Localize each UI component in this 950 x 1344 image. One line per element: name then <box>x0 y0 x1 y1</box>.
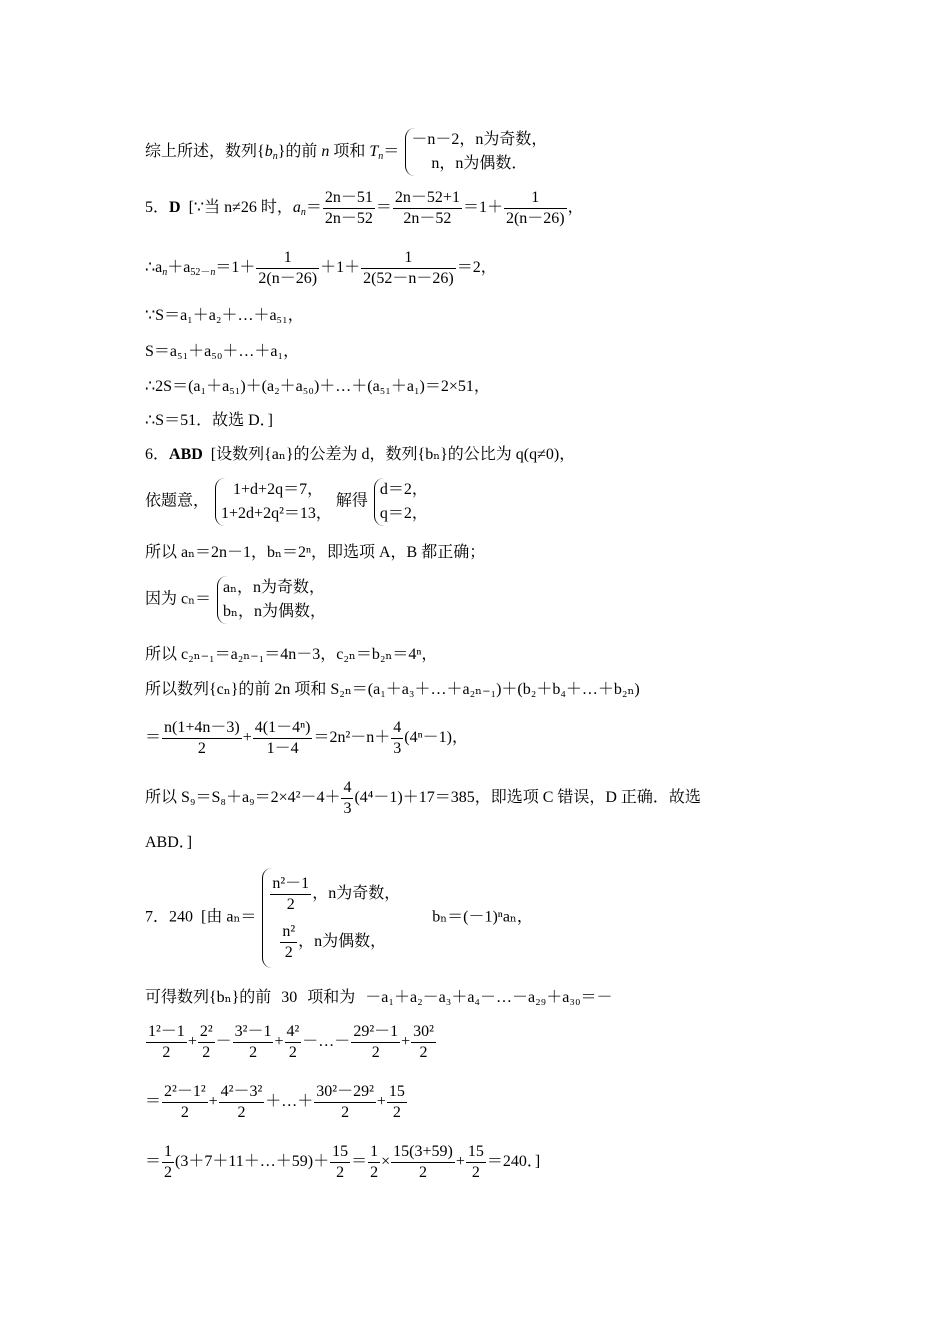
summary-text: 综上所述，数列$\{b_n\}$的前 n 项和 $T_n=$ <box>145 142 400 162</box>
piecewise-brace <box>405 128 547 176</box>
fraction: $\frac{2n-51}{2n-52}$ <box>324 189 373 227</box>
q6-system-line: 依题意， 1+d+2q＝7， 1+2d+2q²＝13， 解得 d＝2， q＝2， <box>145 478 428 526</box>
q6-line7: ＝ $\frac{n(1+4n-3)}{2}$ + $\frac{\text{4(1－4ⁿ)}}{1-4}$ ＝2n²－n＋ $\frac{4}{3}$ (4ⁿ－1)， <box>145 719 468 757</box>
fraction: $\frac{1}{2(n-26)}$ <box>258 249 318 287</box>
q7-line5: ＝ $\frac{1}{2}$ (3＋7＋11＋…＋59)＋ $\frac{15}{2}$ ＝ $\frac{1}{2}$ × $\frac{15(3+59)}{2}$ + $\frac{15}{2}$ ＝240．] <box>145 1143 541 1181</box>
fraction: $\frac{15}{2}$ <box>332 1143 349 1181</box>
q6-line6: 所以数列{cₙ}的前 2n 项和 S₂ₙ＝(a₁＋a₃＋…＋a₂ₙ₋₁)＋(b₂＋b₄＋…＋b₂ₙ) <box>145 681 640 698</box>
fraction: $\frac{\text{4(1－4ⁿ)}}{1-4}$ <box>254 719 311 757</box>
q5-line4: S＝a₅₁＋a₅₀＋…＋a₁， <box>145 343 300 360</box>
fraction: $\frac{\text{4²}}{2}$ <box>286 1023 300 1061</box>
q7-line2: 可得数列{bₙ}的前 30 项和为 －a₁＋a₂－a₃＋a₄－…－a₂₉＋a₃₀＝－ <box>145 989 613 1006</box>
q5-line5: ∴2S＝(a₁＋a₅₁)＋(a₂＋a₅₀)＋…＋(a₅₁＋a₁)＝2×51， <box>145 378 490 395</box>
case-even: n，n为偶数． <box>431 155 528 172</box>
fraction: $\frac{4}{3}$ <box>343 779 352 817</box>
summary-line <box>145 128 547 176</box>
fraction: $\frac{\text{1²－1}}{2}$ <box>148 1023 185 1061</box>
cn-brace: aₙ，n为奇数， bₙ，n为偶数， <box>217 576 326 624</box>
q6-line9: ABD．] <box>145 834 193 851</box>
fraction: $\frac{\text{2²－1²}}{2}$ <box>164 1083 206 1121</box>
q7-line4: ＝ $\frac{\text{2²－1²}}{2}$ + $\frac{\text{4²－3²}}{2}$ ＋…＋ $\frac{\text{30²－29²}}{2}$ + $\frac{15}{2}$ <box>145 1083 405 1121</box>
an-brace: $\frac{\text{n²－1}}{2}$ ，n为奇数， $\frac{\text{n²}}{2}$ ，n为偶数， <box>262 868 400 968</box>
q5-line2: $\therefore a_n+a_{52-n}=1+$ $\frac{1}{2(n-26)}$ ＋1＋ $\frac{1}{2(52-n-26)}$ ＝2， <box>145 249 497 287</box>
q6-line8: 所以 S₉＝S₈＋a₉＝2×4²－4＋ $\frac{4}{3}$ (4⁴－1)＋17＝385，即选项 C 错误，D 正确．故选 <box>145 779 701 817</box>
fraction: $\frac{\text{2²}}{2}$ <box>199 1023 213 1061</box>
q6-line5: 所以 c₂ₙ₋₁＝a₂ₙ₋₁＝4n－3，c₂ₙ＝b₂ₙ＝4ⁿ， <box>145 646 438 663</box>
system-brace: 1+d+2q＝7， 1+2d+2q²＝13， <box>215 478 332 526</box>
q5-line3: ∵S＝a₁＋a₂＋…＋a₅₁， <box>145 307 304 324</box>
fraction: $\frac{15}{2}$ <box>467 1143 484 1181</box>
fraction: $\frac{1}{2(n-26)}$ <box>505 189 565 227</box>
q5-line1: 5．D [∵当 n≠26 时，$a_n=$ $\frac{2n-51}{2n-52}$ ＝ $\frac{2n-52+1}{2n-52}$ ＝1＋ $\frac{1}{2(n-26)}$ ， <box>145 189 584 227</box>
fraction: $\frac{1}{2(52-n-26)}$ <box>363 249 454 287</box>
case-odd: －n－2，n为奇数， <box>411 131 548 148</box>
fraction: $\frac{\text{n²}}{2}$ <box>282 922 296 961</box>
q7-line1: 7．240 [由 aₙ＝ $\frac{\text{n²－1}}{2}$ ，n为奇数， $\frac{\text{n²}}{2}$ ，n为偶数， bₙ＝(－1)ⁿaₙ， <box>145 868 533 968</box>
fraction: $\frac{\text{30²－29²}}{2}$ <box>316 1083 374 1121</box>
fraction: $\frac{15(3+59)}{2}$ <box>393 1143 453 1181</box>
q6-line3: 所以 aₙ＝2n－1，bₙ＝2ⁿ，即选项 A，B 都正确； <box>145 544 486 561</box>
fraction: $\frac{2n-52+1}{2n-52}$ <box>394 189 460 227</box>
solution-brace: d＝2， q＝2， <box>374 478 428 526</box>
fraction: $\frac{1}{2}$ <box>164 1143 173 1181</box>
fraction: $\frac{\text{n²－1}}{2}$ <box>272 874 310 913</box>
fraction: $\frac{15}{2}$ <box>388 1083 405 1121</box>
q6-line1: 6．ABD [设数列{aₙ}的公差为 d，数列{bₙ}的公比为 q(q≠0)， <box>145 446 576 463</box>
fraction: $\frac{\text{29²－1}}{2}$ <box>353 1023 399 1061</box>
fraction: $\frac{\text{4²－3²}}{2}$ <box>220 1083 263 1121</box>
fraction: $\frac{4}{3}$ <box>393 719 402 757</box>
q6-cn-line: 因为 cₙ＝ aₙ，n为奇数， bₙ，n为偶数， <box>145 576 326 624</box>
q7-line3: $\frac{\text{1²－1}}{2}$ + $\frac{\text{2²}}{2}$ － $\frac{\text{3²－1}}{2}$ + $\frac{\text{4²}}{2}$ －…－ $\frac{\text{29²－1}}{2}$ + $\frac{\text{30²}}{2}$ <box>148 1023 434 1061</box>
fraction: $\frac{\text{3²－1}}{2}$ <box>234 1023 272 1061</box>
fraction: $\frac{\text{30²}}{2}$ <box>413 1023 434 1061</box>
fraction: $\frac{1}{2}$ <box>370 1143 379 1181</box>
q5-line6: ∴S＝51．故选 D．] <box>145 412 273 429</box>
fraction: $\frac{n(1+4n-3)}{2}$ <box>164 719 240 757</box>
